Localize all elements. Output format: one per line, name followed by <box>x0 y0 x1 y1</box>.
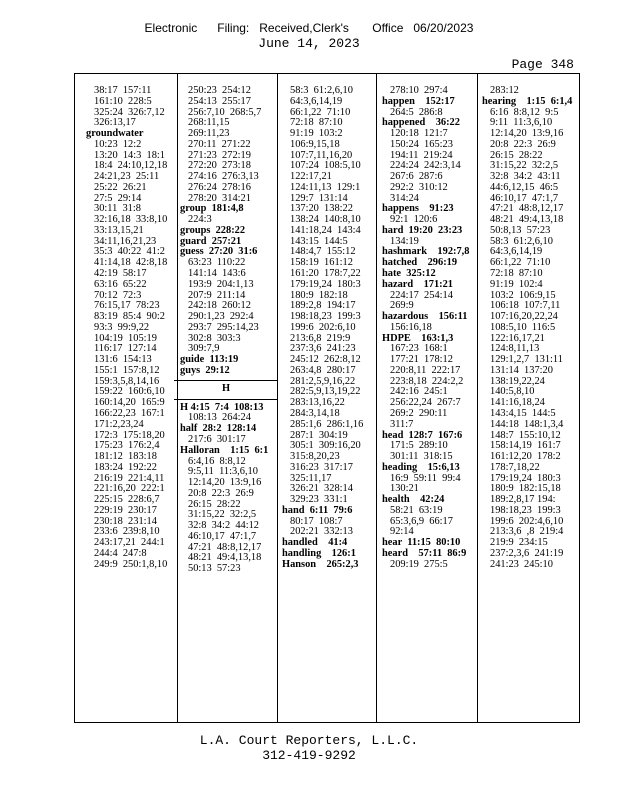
index-entry-refs: 224:17 254:14 <box>390 289 453 301</box>
index-entry-refs: 131:6 154:13 <box>94 354 152 366</box>
index-entry-refs: 202:21 332:13 <box>290 526 353 538</box>
index-entry-refs: 9:11 11:3,6,10 <box>490 117 553 129</box>
index-entry-refs: 270:11 271:22 <box>188 138 251 150</box>
index-entry-refs: 161:10 228:5 <box>94 95 152 107</box>
index-entry-term: handled 41:4 <box>282 537 348 549</box>
index-entry-refs: 47:21 48:8,12,17 <box>188 541 262 553</box>
index-entry-refs: 180:9 182:18 <box>290 289 348 301</box>
index-entry-refs: 316:23 317:17 <box>290 461 353 473</box>
index-entry-refs: 107:24 108:5,10 <box>290 160 361 172</box>
index-entry-term: HDPE 163:1,3 <box>382 332 454 344</box>
index-entry-refs: 38:17 157:11 <box>94 85 152 96</box>
index-entry-refs: 122:17,21 <box>290 171 332 183</box>
index-entry-refs: 223:8,18 224:2,2 <box>390 375 464 387</box>
index-entry-refs: 80:17 108:7 <box>290 515 343 527</box>
index-entry-refs: 166:22,23 167:1 <box>94 407 165 419</box>
index-entry-refs: 269:9 <box>390 300 414 312</box>
index-entry-refs: 254:13 255:17 <box>188 95 251 107</box>
index-entry-refs: 47:21 48:8,12,17 <box>490 203 564 215</box>
index-entry-refs: 26:15 28:22 <box>188 498 241 510</box>
index-entry-refs: 224:24 242:3,14 <box>390 160 461 172</box>
index-entry-term: groups 228:22 <box>180 224 246 236</box>
court-reporter-phone: 312-419-9292 <box>262 748 356 763</box>
index-entry-refs: 134:19 <box>390 235 419 247</box>
index-entry-refs: 50:13 57:23 <box>188 563 241 575</box>
index-entry-refs: 250:23 254:12 <box>188 85 251 96</box>
index-entry-refs: 284:3,14,18 <box>290 407 340 419</box>
index-entry-refs: 315:8,20,23 <box>290 451 340 463</box>
index-entry-refs: 50:8,13 57:23 <box>490 224 551 236</box>
index-entry-refs: 249:9 250:1,8,10 <box>94 558 168 570</box>
section-rule <box>174 380 278 381</box>
index-entry-term: guide 113:19 <box>180 354 239 366</box>
index-entry-refs: 264:5 286:8 <box>390 106 443 118</box>
index-entry-term: Hanson 265:2,3 <box>282 558 359 570</box>
index-entry-refs: 158:14,19 161:7 <box>490 440 561 452</box>
index-entry-term: hazard 171:21 <box>382 278 453 290</box>
index-entry-refs: 161:20 178:7,22 <box>290 268 361 280</box>
index-entry-refs: 108:13 264:24 <box>188 412 251 424</box>
index-entry-refs: 311:7 <box>390 418 414 430</box>
index-entry-refs: 116:17 127:14 <box>94 343 157 355</box>
index-entry-refs: 278:10 297:4 <box>390 85 448 96</box>
index-entry-refs: 148:7 155:10,12 <box>490 429 561 441</box>
index-entry-term: happened 36:22 <box>382 117 460 129</box>
index-entry-refs: 16:9 59:11 99:4 <box>390 472 461 484</box>
index-entry-refs: 243:17,21 244:1 <box>94 537 165 549</box>
index-entry-refs: 131:14 137:20 <box>490 364 553 376</box>
index-entry-refs: 92:14 <box>390 526 414 538</box>
index-entry-refs: 183:24 192:22 <box>94 461 157 473</box>
index-entry-refs: 148:4,7 155:12 <box>290 246 356 258</box>
index-entry-refs: 46:10,17 47:1,7 <box>188 530 257 542</box>
index-entry-refs: 181:12 183:18 <box>94 451 157 463</box>
index-entry-refs: 31:15,22 32:2,5 <box>490 160 559 172</box>
index-entry-refs: 12:14,20 13:9,16 <box>490 128 564 140</box>
index-entry-refs: 278:20 314:21 <box>188 192 251 204</box>
index-entry-refs: 193:9 204:1,13 <box>188 278 254 290</box>
index-entry-refs: 129:1,2,7 131:11 <box>490 354 563 366</box>
index-entry-refs: 161:12,20 178:2 <box>490 451 561 463</box>
index-entry-refs: 106:9,15,18 <box>290 138 340 150</box>
index-entry-refs: 244:4 247:8 <box>94 547 147 559</box>
index-entry-refs: 58:3 61:2,6,10 <box>490 235 553 247</box>
index-entry-term: hand 6:11 79:6 <box>282 504 353 516</box>
index-entry-refs: 305:1 309:16,20 <box>290 440 361 452</box>
index-entry-refs: 274:16 276:3,13 <box>188 171 259 183</box>
index-entry-refs: 283:13,16,22 <box>290 397 345 409</box>
index-entry-refs: 32:8 34:2 44:12 <box>188 520 260 532</box>
index-entry-refs: 34:11,16,21,23 <box>94 235 157 247</box>
index-entry-term: hazardous 156:11 <box>382 311 468 323</box>
index-entry-term: happen 152:17 <box>382 95 455 107</box>
index-entry-refs: 229:19 230:17 <box>94 504 157 516</box>
index-entry-refs: 108:5,10 116:5 <box>490 321 556 333</box>
index-entry-refs: 172:3 175:18,20 <box>94 429 165 441</box>
index-entry-refs: 267:6 287:6 <box>390 171 443 183</box>
index-entry-refs: 272:20 273:18 <box>188 160 251 172</box>
index-entry-refs: 198:18,23 199:3 <box>290 311 361 323</box>
index-entry-refs: 103:2 106:9,15 <box>490 289 556 301</box>
index-entry-term: happens 91:23 <box>382 203 454 215</box>
index-entry-refs: 10:23 12:2 <box>94 138 142 150</box>
index-entry-refs: 194:11 219:24 <box>390 149 453 161</box>
index-entry-refs: 217:6 301:17 <box>188 433 246 445</box>
index-entry-term: guard 257:21 <box>180 235 242 247</box>
index-entry-refs: 326:21 328:14 <box>290 483 353 495</box>
index-entry-refs: 138:24 140:8,10 <box>290 214 361 226</box>
index-entry-refs: 138:19,22,24 <box>490 375 545 387</box>
index-entry-refs: 309:7,9 <box>188 343 220 355</box>
filing-header: Electronic Filing: Received,Clerk's Office 06/20/2023 <box>144 21 474 35</box>
column-divider <box>477 74 478 722</box>
index-entry-refs: 159:3,5,8,14,16 <box>94 375 160 387</box>
index-entry-refs: 32:8 34:2 43:11 <box>490 171 561 183</box>
index-entry-refs: 314:24 <box>390 192 419 204</box>
index-entry-refs: 91:19 103:2 <box>290 128 343 140</box>
index-entry-term: groundwater <box>86 128 144 140</box>
index-entry-refs: 242:16 245:1 <box>390 386 448 398</box>
index-entry-term: handling 126:1 <box>282 547 356 559</box>
index-entry-refs: 141:14 143:6 <box>188 268 246 280</box>
index-entry-refs: 167:23 168:1 <box>390 343 448 355</box>
index-entry-refs: 175:23 176:2,4 <box>94 440 160 452</box>
index-entry-refs: 83:19 85:4 90:2 <box>94 311 166 323</box>
index-entry-refs: 76:15,17 78:23 <box>94 300 160 312</box>
index-entry-refs: 35:3 40:22 41:2 <box>94 246 166 258</box>
index-entry-refs: 329:23 331:1 <box>290 494 348 506</box>
index-entry-term: hatched 296:19 <box>382 257 458 269</box>
index-column-1 <box>86 86 174 570</box>
index-entry-refs: 213:6,8 219:9 <box>290 332 351 344</box>
page-number: Page 348 <box>511 57 574 72</box>
index-entry-term: heading 15:6,13 <box>382 461 460 473</box>
index-entry-refs: 31:15,22 32:2,5 <box>188 509 257 521</box>
index-entry-refs: 263:4,8 280:17 <box>290 364 356 376</box>
index-entry-refs: 213:3,6 ,8 219:4 <box>490 526 564 538</box>
index-entry-refs: 237:3,6 241:23 <box>290 343 356 355</box>
index-entry-refs: 93:3 99:9,22 <box>94 321 150 333</box>
index-entry-refs: 283:12 <box>490 85 519 96</box>
index-entry-term: guys 29:12 <box>180 364 230 376</box>
index-entry-refs: 268:11,15 <box>188 117 230 129</box>
index-entry-refs: 6:4,16 8:8,12 <box>188 455 246 467</box>
index-entry-refs: 91:19 102:4 <box>490 278 543 290</box>
index-entry-refs: 46:10,17 47:1,7 <box>490 192 559 204</box>
index-entry-refs: 178:7,18,22 <box>490 461 540 473</box>
index-entry-refs: 271:23 272:19 <box>188 149 251 161</box>
index-entry-refs: 141:18,24 143:4 <box>290 224 361 236</box>
index-entry-refs: 18:4 24:10,12,18 <box>94 160 168 172</box>
section-rule <box>174 399 278 400</box>
index-entry-refs: 325:11,17 <box>290 472 332 484</box>
index-column-4 <box>382 86 474 570</box>
index-entry-refs: 143:4,15 144:5 <box>490 407 556 419</box>
index-entry-refs: 292:2 310:12 <box>390 181 448 193</box>
index-entry-refs: 276:24 278:16 <box>188 181 251 193</box>
index-entry-term: health 42:24 <box>382 494 445 506</box>
index-column-5 <box>482 86 576 570</box>
index-entry-refs: 301:11 318:15 <box>390 451 453 463</box>
index-entry-refs: 66:1,22 71:10 <box>490 257 551 269</box>
column-divider <box>277 74 278 722</box>
index-entry-refs: 20:8 22:3 26:9 <box>490 138 556 150</box>
index-entry-term: hear 11:15 80:10 <box>382 537 461 549</box>
index-column-3 <box>282 86 372 570</box>
index-entry-refs: 233:6 239:8,10 <box>94 526 160 538</box>
document-date: June 14, 2023 <box>258 36 360 51</box>
index-entry-refs: 13:20 14:3 18:1 <box>94 149 166 161</box>
index-entry-term: guess 27:20 31:6 <box>180 246 258 258</box>
index-entry-refs: 159:22 160:6,10 <box>94 386 165 398</box>
index-entry-refs: 106:18 107:7,11 <box>490 300 561 312</box>
index-entry-refs: 199:6 202:4,6,10 <box>490 515 564 527</box>
index-entry-refs: 216:19 221:4,11 <box>94 472 165 484</box>
index-entry-refs: 104:19 105:19 <box>94 332 157 344</box>
index-entry-refs: 66:1,22 71:10 <box>290 106 351 118</box>
index-entry-refs: 199:6 202:6,10 <box>290 321 356 333</box>
index-entry-refs: 44:6,12,15 46:5 <box>490 181 559 193</box>
index-entry-refs: 64:3,6,14,19 <box>490 246 543 258</box>
index-entry-refs: 58:21 63:19 <box>390 504 443 516</box>
index-entry-term: heard 57:11 86:9 <box>382 547 467 559</box>
index-entry-refs: 41:14,18 42:8,18 <box>94 257 168 269</box>
index-entry-refs: 160:14,20 165:9 <box>94 397 165 409</box>
index-entry-refs: 155:1 157:8,12 <box>94 364 160 376</box>
index-entry-refs: 225:15 228:6,7 <box>94 494 160 506</box>
index-entry-refs: 256:22,24 267:7 <box>390 397 461 409</box>
index-entry-refs: 143:15 144:5 <box>290 235 348 247</box>
index-entry-term: hashmark 192:7,8 <box>382 246 470 258</box>
index-entry-refs: 198:18,23 199:3 <box>490 504 561 516</box>
index-entry-refs: 25:22 26:21 <box>94 181 147 193</box>
index-entry-refs: 42:19 58:17 <box>94 268 147 280</box>
index-entry-refs: 63:16 65:22 <box>94 278 147 290</box>
index-entry-refs: 219:9 234:15 <box>490 537 548 549</box>
index-frame <box>74 73 580 723</box>
index-entry-refs: 325:24 326:7,12 <box>94 106 165 118</box>
index-entry-refs: 290:1,23 292:4 <box>188 311 254 323</box>
index-entry-refs: 326:13,17 <box>94 117 136 129</box>
index-entry-term: H 4:15 7:4 108:13 <box>180 401 264 413</box>
index-entry-refs: 27:5 29:14 <box>94 192 142 204</box>
index-entry-refs: 242:18 260:12 <box>188 300 251 312</box>
index-entry-refs: 72:18 87:10 <box>290 117 343 129</box>
index-entry-term: hard 19:20 23:23 <box>382 224 463 236</box>
index-entry-refs: 24:21,23 25:11 <box>94 171 160 183</box>
index-entry-refs: 141:16,18,24 <box>490 397 545 409</box>
index-entry-refs: 26:15 28:22 <box>490 149 543 161</box>
index-entry-refs: 189:2,8,17 194: <box>490 494 556 506</box>
index-entry-refs: 12:14,20 13:9,16 <box>188 477 262 489</box>
index-entry-refs: 48:21 49:4,13,18 <box>490 214 564 226</box>
index-entry-term: group 181:4,8 <box>180 203 244 215</box>
index-entry-refs: 269:2 290:11 <box>390 407 448 419</box>
index-entry-refs: 179:19,24 180:3 <box>490 472 561 484</box>
index-entry-refs: 32:16,18 33:8,10 <box>94 214 168 226</box>
index-entry-refs: 107:7,11,16,20 <box>290 149 353 161</box>
index-entry-term: Halloran 1:15 6:1 <box>180 444 269 456</box>
index-entry-refs: 293:7 295:14,23 <box>188 321 259 333</box>
index-entry-refs: 245:12 262:8,12 <box>290 354 361 366</box>
index-entry-refs: 92:1 120:6 <box>390 214 438 226</box>
index-entry-term: hate 325:12 <box>382 268 436 280</box>
index-entry-refs: 33:13,15,21 <box>94 224 144 236</box>
index-entry-refs: 58:3 61:2,6,10 <box>290 85 353 96</box>
index-entry-refs: 122:16,17,21 <box>490 332 545 344</box>
index-entry-refs: 150:24 165:23 <box>390 138 453 150</box>
index-entry-refs: 129:7 131:14 <box>290 192 348 204</box>
index-entry-refs: 158:19 161:12 <box>290 257 353 269</box>
index-entry-term: head 128:7 167:6 <box>382 429 463 441</box>
index-entry-refs: 144:18 148:1,3,4 <box>490 418 564 430</box>
index-entry-refs: 230:18 231:14 <box>94 515 157 527</box>
index-entry-refs: 72:18 87:10 <box>490 268 543 280</box>
index-entry-refs: 209:19 275:5 <box>390 558 448 570</box>
index-entry-refs: 269:11,23 <box>188 128 230 140</box>
index-entry-refs: 6:16 8:8,12 9:5 <box>490 106 559 118</box>
index-entry-refs: 30:11 31:8 <box>94 203 141 215</box>
index-entry-refs: 156:16,18 <box>390 321 432 333</box>
index-column-2 <box>180 86 272 575</box>
column-divider <box>376 74 377 722</box>
index-entry-term: hearing 1:15 6:1,4 <box>482 95 573 107</box>
section-letter: H <box>221 382 231 394</box>
index-entry-refs: 20:8 22:3 26:9 <box>188 487 254 499</box>
index-entry-refs: 107:16,20,22,24 <box>490 311 558 323</box>
index-entry-term: half 28:2 128:14 <box>180 423 257 435</box>
index-entry-refs: 221:16,20 222:1 <box>94 483 165 495</box>
index-entry-refs: 9:5,11 11:3,6,10 <box>188 466 258 478</box>
index-entry-refs: 180:9 182:15,18 <box>490 483 561 495</box>
index-entry-refs: 137:20 138:22 <box>290 203 353 215</box>
index-entry-refs: 281:2,5,9,16,22 <box>290 375 356 387</box>
index-entry-refs: 189:2,8 194:17 <box>290 300 356 312</box>
index-entry-refs: 64:3,6,14,19 <box>290 95 343 107</box>
court-reporter-name: L.A. Court Reporters, L.L.C. <box>199 733 419 748</box>
index-entry-refs: 140:5,8,10 <box>490 386 535 398</box>
index-entry-refs: 282:5,9,13,19,22 <box>290 386 361 398</box>
index-entry-refs: 120:18 121:7 <box>390 128 448 140</box>
index-entry-refs: 171:2,23,24 <box>94 418 144 430</box>
index-entry-refs: 65:3,6,9 66:17 <box>390 515 453 527</box>
index-entry-refs: 302:8 303:3 <box>188 332 241 344</box>
index-entry-refs: 241:23 245:10 <box>490 558 553 570</box>
index-entry-refs: 48:21 49:4,13,18 <box>188 552 262 564</box>
index-entry-refs: 287:1 304:19 <box>290 429 348 441</box>
index-entry-refs: 130:21 <box>390 483 419 495</box>
index-entry-refs: 220:8,11 222:17 <box>390 364 461 376</box>
index-entry-refs: 177:21 178:12 <box>390 354 453 366</box>
index-entry-refs: 237:2,3,6 241:19 <box>490 547 564 559</box>
index-entry-refs: 207:9 211:14 <box>188 289 246 301</box>
index-entry-refs: 179:19,24 180:3 <box>290 278 361 290</box>
index-entry-refs: 63:23 110:22 <box>188 257 246 269</box>
index-entry-refs: 224:3 <box>188 214 212 226</box>
index-entry-refs: 171:5 289:10 <box>390 440 448 452</box>
index-entry-refs: 285:1,6 286:1,16 <box>290 418 364 430</box>
index-entry-refs: 124:11,13 129:1 <box>290 181 361 193</box>
index-entry-refs: 256:7,10 268:5,7 <box>188 106 262 118</box>
index-entry-refs: 124:8,11,13 <box>490 343 540 355</box>
index-entry-refs: 70:12 72:3 <box>94 289 142 301</box>
